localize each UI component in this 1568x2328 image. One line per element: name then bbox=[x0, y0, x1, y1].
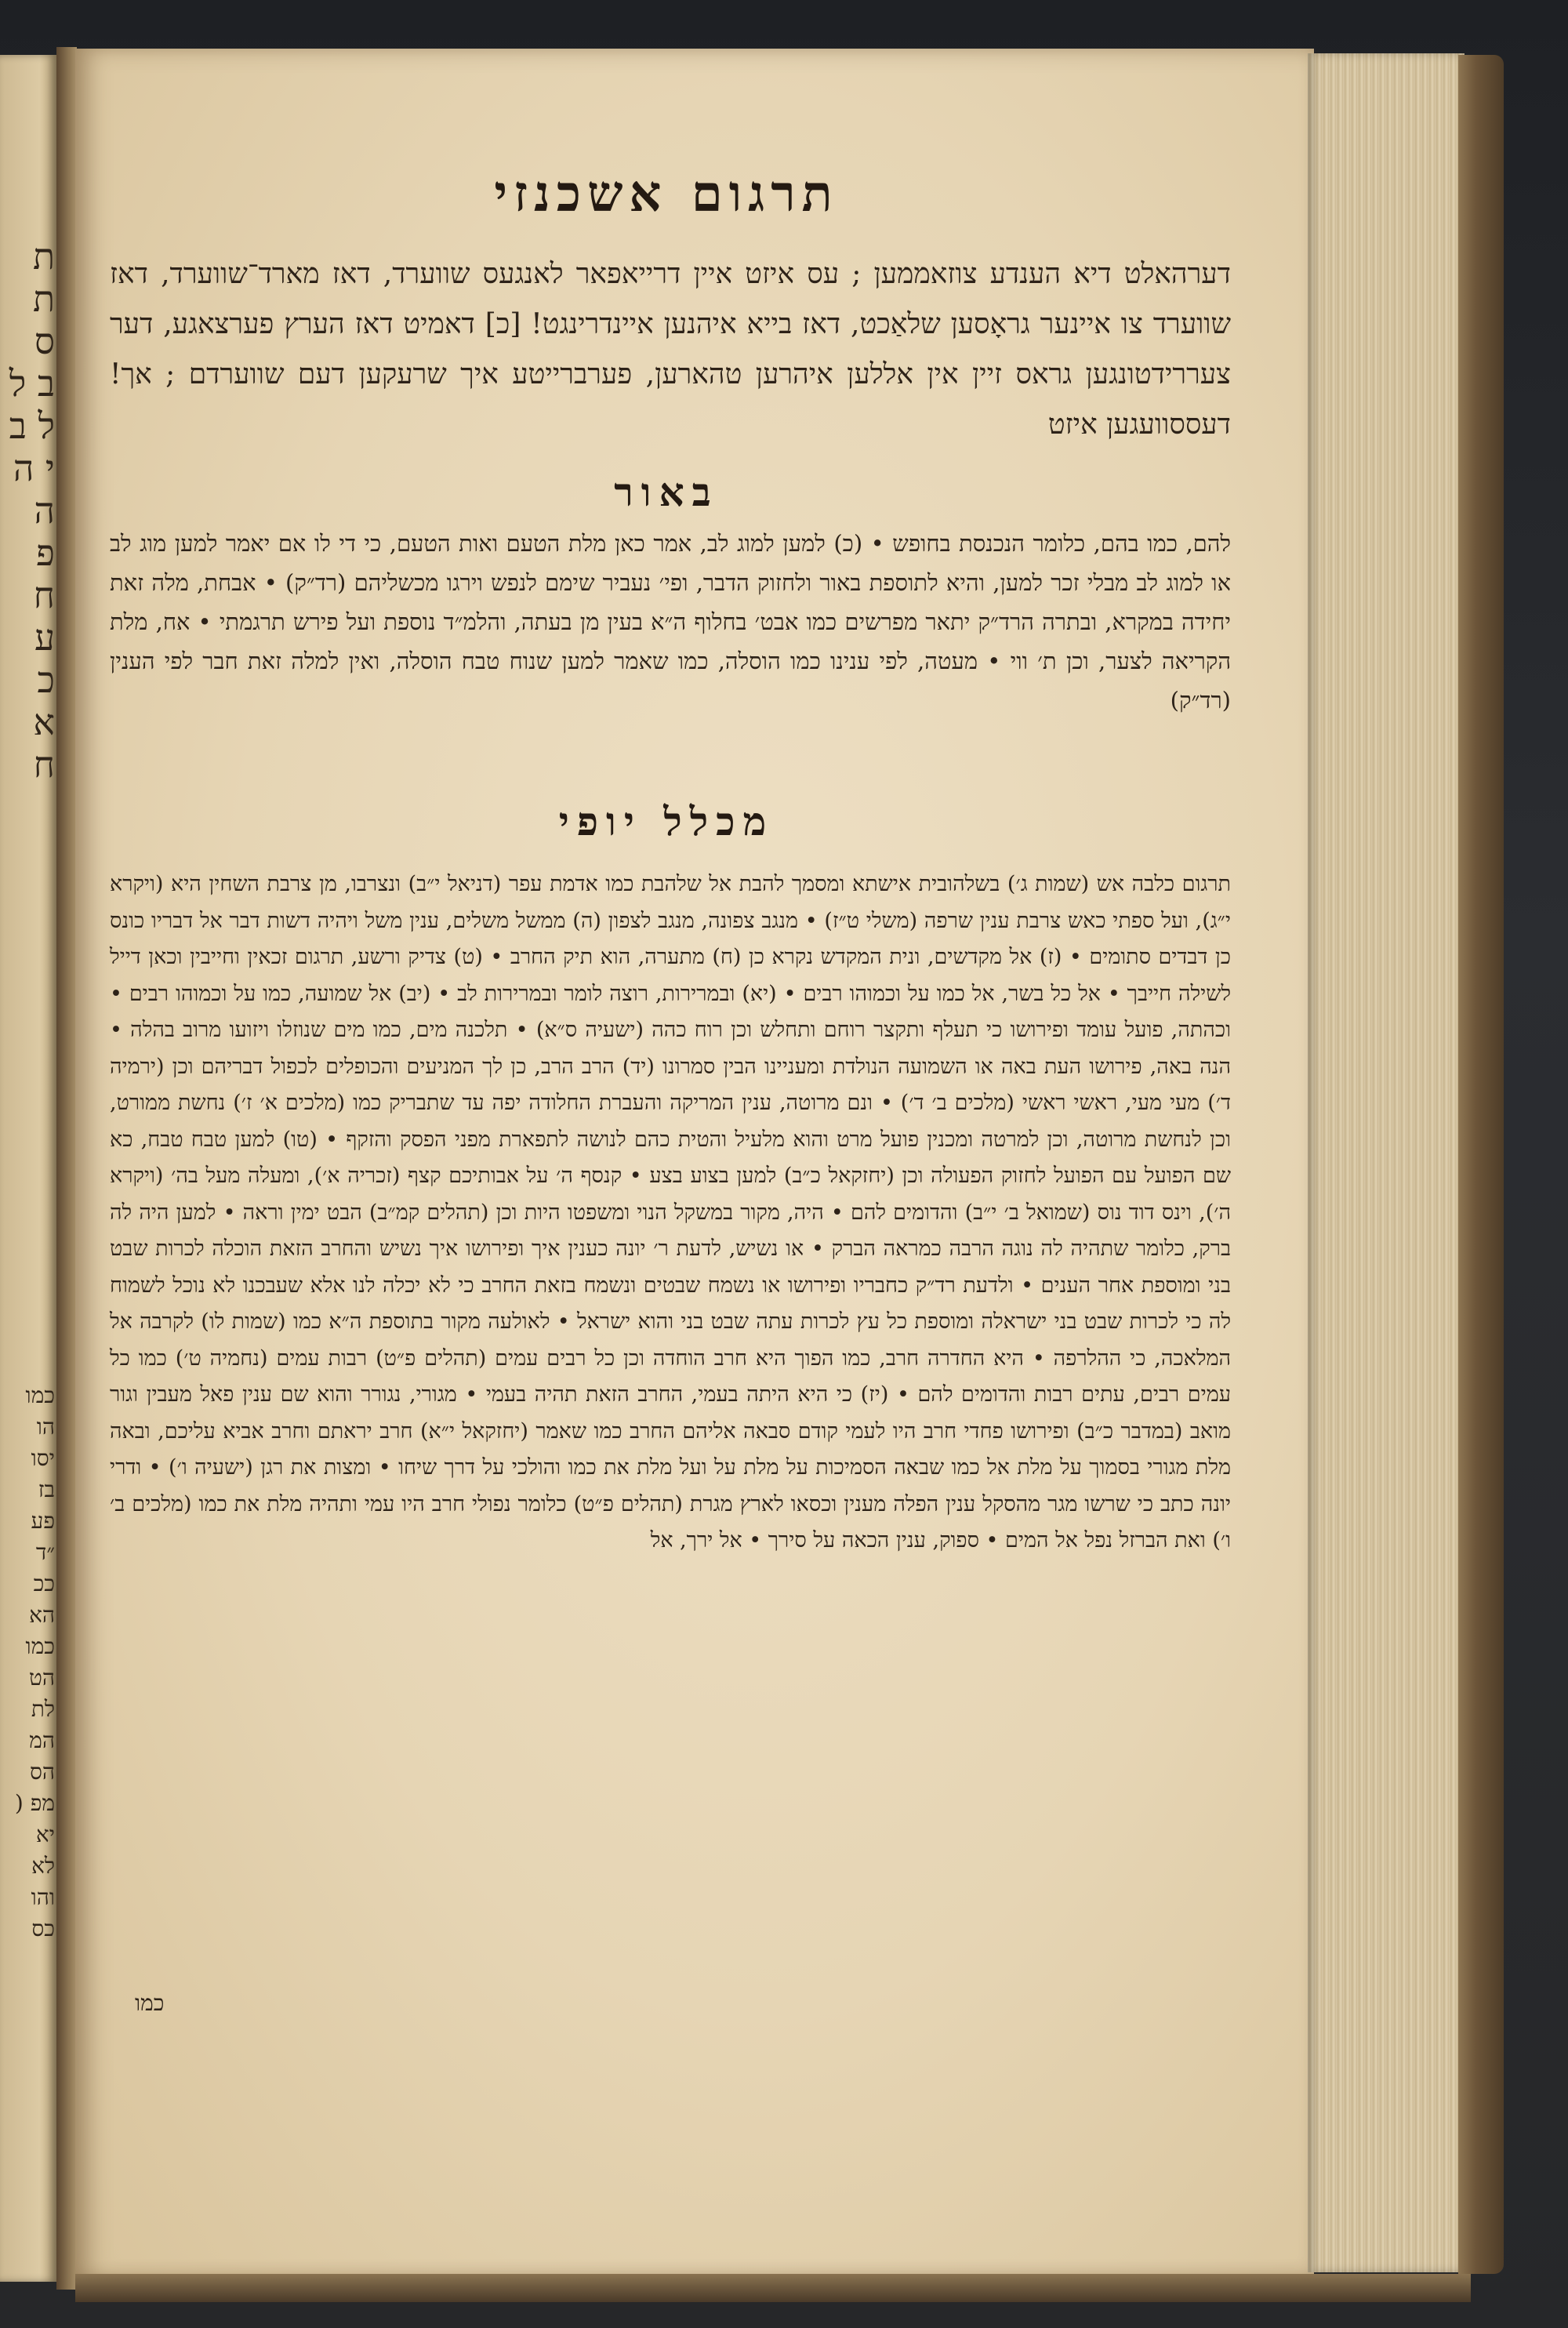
running-title: תרגום אשכנזי bbox=[494, 165, 839, 223]
book-cover-edge bbox=[1458, 55, 1504, 2274]
page-block-edges bbox=[1308, 53, 1465, 2272]
book-bottom-edge bbox=[75, 2274, 1471, 2302]
mikhlal-yofi-heading: מכלל יופי bbox=[558, 798, 775, 844]
biur-heading: באור bbox=[614, 469, 719, 515]
biur-paragraph: להם, כמו בהם, כלומר הנכנסת בחופש • (כ) למען למוג לב, אמר כאן מלת הטעם ואות הטעם, כי די לו אם יאמר למען מוג לב או למוג לב מבלי זכר למען, והיא לתוספת באור ולחזוק הדבר, ופי׳ נעביר שימם לנפש וירגו מכשליהם (רד״ק) • אבחת, מלה זאת יחידה במקרא, ובתרה הרד״ק יתאר מפרשים כמו אבט׳ בחלוף ה״א בעין מן בעתה, והלמ״ד נוספת ועל פירש תרגמתי • אח, מלת הקריאה לצער, וכן ת׳ ווי • מעטה, לפי ענינו כמו הוסלה, כמו שאמר למען שנוח טבח הוסלה, ואין למלה זאת חבר לפי הענין (רד״ק) bbox=[110, 530, 1232, 714]
german-translation-paragraph: דערהאלט דיא הענדע צוזאממען ; עס איזט איין דרייאפאר לאנגעס שווערד, דאז מארד־שווערד, דאז שווערד צו איינער גראָסען שלאַכט, דאז בייא איהנען איינדרינגט! [כ] דאמיט דאז הערץ פערצאגע, דער צעררידטונגען גראס זיין אין אללען איהרען טהארען, פערברייטע איך שרעקען דעם שווערדם ; אך! דעססוועגען איזט bbox=[110, 258, 1231, 441]
left-page-glyphs-top: ת ת ס ב ל ל ב י ה ה פ ח ע כ א ח bbox=[9, 235, 55, 786]
book-gutter bbox=[56, 47, 77, 2290]
left-page-glyphs-bottom: כמו הו יסו בז פע ״ד ככ הא כמו הט לת המ הס מפ ( יא לא והו כס bbox=[14, 1382, 55, 1941]
left-page-fragment bbox=[0, 55, 56, 2282]
mikhlal-yofi-paragraph: תרגום כלבה אש (שמות ג׳) בשלהובית אישתא ומסמך להבת אל שלהבת כמו אדמת עפר (דניאל י״ב) ונצרבו, מן צרבת השחין היא (ויקרא י״ג), ועל ספתי כאש צרבת ענין שרפה (משלי ט״ז) • מנגב צפונה, מנגב לצפון (ה) ממשל משלים, ענין משל ויהיה דשות דבר אל דבריו כונס כן דבדים סתומים • (ז) אל מקדשים, ונית המקדש נקרא כן (ח) מתערה, הוא תיק החרב • (ט) צדיק ורשע, תרגום זכאין וחייבין וכאן דייל לשילה חייבך • אל כל בשר, אל כמו על וכמוהו רבים • (יא) ובמרירות, רוצה לומר ובמרירות לב • (יב) אל שמועה, כמו על וכמוהו רבים • וכהתה, פועל עומד ופירושו כי תעלף ותקצר רוחם ותחלש וכן רוח כהה (ישעיה ס״א) • תלכנה מים, כמו מים שנוזלו ויזועו מרוב בהלה • הנה באה, פירושו העת באה או השמועה הנולדת ומעניינו הבין סמרונו (יד) הרב הרב, כן לך המניעים והכופלים לכפול דבריהם וכן (ירמיה ד׳) מעי מעי, ראשי ראשי (מלכים ב׳ ד׳) • ונם מרוטה, ענין המריקה והעברת החלודה יפה עד שתבריק כמו (מלכים א׳ ז׳) נחשת ממורט, וכן לנחשת מרוטה, וכן למרטה ומכנין פועל מרט והוא מלעיל והטית כהם לנושה לתפארת מפני הפסק והזקף • (טו) למען טבח טבח, כא שם הפועל עם הפועל לחזוק הפעולה וכן (יחזקאל כ״ב) למען בצוע בצע • קנסף ה׳ על אבותיכם קצף (זכריה א׳), ומעלה מעל בה׳ (ויקרא ה׳), וינס דוד נוס (שמואל ב׳ י״ב) והדומים להם • היה, מקור במשקל הנוי ומשפטו היות וכן (תהלים קמ״ב) הבט ימין וראה • למען היה לה ברק, כלומר שתהיה לה נוגה הרבה כמראה הברק • או נשיש, לדעת ר׳ יונה כענין איך ופירושו איך נשיש והחרב הזאת הוכלה לכרות שבט בני ומוספת אחר הענים • ולדעת רד״ק כחבריו ופירושו או נשמח שבטים ונשמח בזאת החרב כי לא יכלה לנו אלא שעבכנו לא נוכל לשמוח לה כי לכרות שבט בני ישראלה ומוספת כל עץ לכרות עתה שבט בני והוא ישראל • לאולעה מקור בתוספת ה״א כמו (שמות לו) לקרבה אל המלאכה, כי ההלרפה • היא החדרה חרב, כמו הפוך היא חרב הוחדה וכן כל רבים עמים (תהלים פ״ט) רבות עמים (נחמיה ט׳) כמו כל עמים רבים, עתים רבות והדומים להם • (יז) כי היא היתה בעמי, החרב הזאת תהיה בעמי • מגורי, נגורר והוא שם ענין פאל מעבין וגור מואב (במדבר כ״ב) ופירושו פחדי חרב היו לעמי קודם סבאה אליהם החרב כמו שאמר (יחזקאל י״א) חרב יראתם וחרב אביא עליכם, ובאה מלת מגורי בסמוך על מלת אל כמו שבאה הסמיכות על מלת על ועל מלת את כמו והולכי על דרך שיחו • ומצות את רגן (ישעיה ו׳) • ודרי יונה כתב כי שרשו מגר מהסקל ענין הפלה מענין וכסאו לארץ מגרת (תהלים פ״ט) כלומר נפולי חרב היו עמי ותהיה מלת את כמו (מלכים ב׳ ו׳) ואת הברזל נפל אל המים • ספוק, ענין הכאה על סירך • אל ירך, אל bbox=[110, 872, 1231, 1553]
catchword: כמו bbox=[135, 1990, 165, 2016]
